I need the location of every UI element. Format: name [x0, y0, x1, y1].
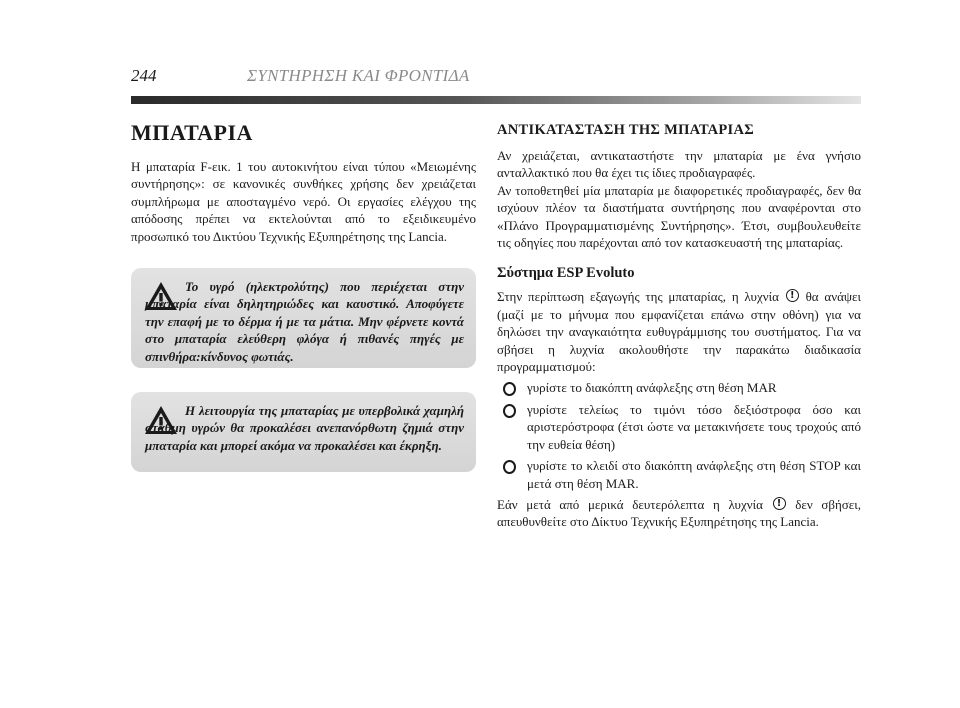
- header-rule: [131, 96, 861, 104]
- list-item: γυρίστε το διακόπτη ανάφλεξης στη θέση MAR: [497, 379, 861, 396]
- list-item: γυρίστε τελείως το τιμόνι τόσο δεξιόστροφα όσο και αριστερόστροφα (έτσι ώστε να μετακινήσετε τους τροχούς από την ευθεία θέση): [497, 401, 861, 453]
- battery-paragraph: Η μπαταρία F-εικ. 1 του αυτοκινήτου είναι τύπου «Μειωμένης συντήρησης»: σε κανονικές συνθήκες χρήσης δεν χρειάζεται συμπλήρωμα με αποσταγμένο νερό. Οι εργασίες ελέγχου της απόδοσης πρέπει να εκτελούνται από το εξειδικευμένο προσωπικό του Δικτύου Τεχνικής Εξυπηρέτησης της Lancia.: [131, 159, 476, 244]
- section-title-esp: Σύστημα ESP Evoluto: [497, 265, 635, 282]
- warning-text-electrolyte: Το υγρό (ηλεκτρολύτης) που περιέχεται στην μπαταρία είναι δηλητηριώδες και καυστικό. Αποφύγετε την επαφή με το δέρμα ή με τα μάτια. Μην φέρνετε κοντά στο μπαταρία ελεύθερη φλόγα ή πιθανές πηγές με σπινθήρα:κίνδυνος φωτιάς.: [145, 279, 464, 364]
- bullet-circle-icon: [503, 404, 516, 418]
- list-item: γυρίστε το κλειδί στο διακόπτη ανάφλεξης στη θέση STOP και μετά στη θέση MAR.: [497, 457, 861, 492]
- warning-lamp-icon: [773, 497, 786, 510]
- esp-closing-paragraph: [497, 496, 861, 531]
- replacement-paragraph-2: Αν τοποθετηθεί μία μπαταρία με διαφορετικές προδιαγραφές, δεν θα ισχύουν πλέον τα διαστήματα συντήρησης που αναφέρονται στο «Πλάνο Προγραμματισμένης Συντήρησης». Έτσι, συμβουλευθείτε τις οδηγίες που παρέχονται από τον κατασκευαστή της μπαταρίας.: [497, 182, 861, 251]
- esp-closing-text-b: δεν σβήσει, απευθυνθείτε στο Δίκτυο Τεχνικής Εξυπηρέτησης της Lancia.: [497, 496, 862, 530]
- left-column: [131, 120, 476, 245]
- esp-steps-list: [497, 379, 861, 491]
- section-title-replacement: ΑΝΤΙΚΑΤΑΣΤΑΣΗ ΤΗΣ ΜΠΑΤΑΡΙΑΣ: [497, 122, 755, 138]
- page-number: 244: [131, 66, 157, 85]
- warning-box-low-level: [131, 392, 476, 472]
- esp-intro-text-a: Στην περίπτωση εξαγωγής της μπαταρίας, η λυχνία: [497, 289, 779, 305]
- warning-box-electrolyte: [131, 268, 476, 368]
- warning-text-low-level: Η λειτουργία της μπαταρίας με υπερβολικά χαμηλή στάθμη υγρών θα προκαλέσει ανεπανόρθωτη ζημιά στην μπαταρία και μπορεί ακόμα να προκαλέσει και έκρηξη.: [145, 403, 464, 453]
- esp-intro-text-b: θα ανάψει (μαζί με το μήνυμα που εμφανίζεται επάνω στην οθόνη) για να δηλώσει την αναγκαιότητα ευθυγράμμισης του συστήματος. Για να σβήσει η λυχνία ακολουθήστε την παρακάτω διαδικασία προγραμματισμού:: [497, 289, 862, 375]
- section-title-battery: ΜΠΑΤΑΡΙΑ: [131, 120, 253, 145]
- right-column: [497, 120, 861, 531]
- esp-intro-paragraph: [497, 288, 861, 375]
- replacement-paragraph-1: Αν χρειάζεται, αντικαταστήστε την μπαταρία με ένα γνήσιο ανταλλακτικό που θα έχει τις ίδιες προδιαγραφές.: [497, 148, 861, 181]
- bullet-circle-icon: [503, 382, 516, 396]
- warning-lamp-icon: [786, 289, 799, 302]
- bullet-circle-icon: [503, 460, 516, 474]
- esp-closing-text-a: Εάν μετά από μερικά δευτερόλεπτα η λυχνία: [497, 496, 763, 512]
- running-title: ΣΥΝΤΗΡΗΣΗ ΚΑΙ ΦΡΟΝΤΙΔΑ: [247, 66, 470, 85]
